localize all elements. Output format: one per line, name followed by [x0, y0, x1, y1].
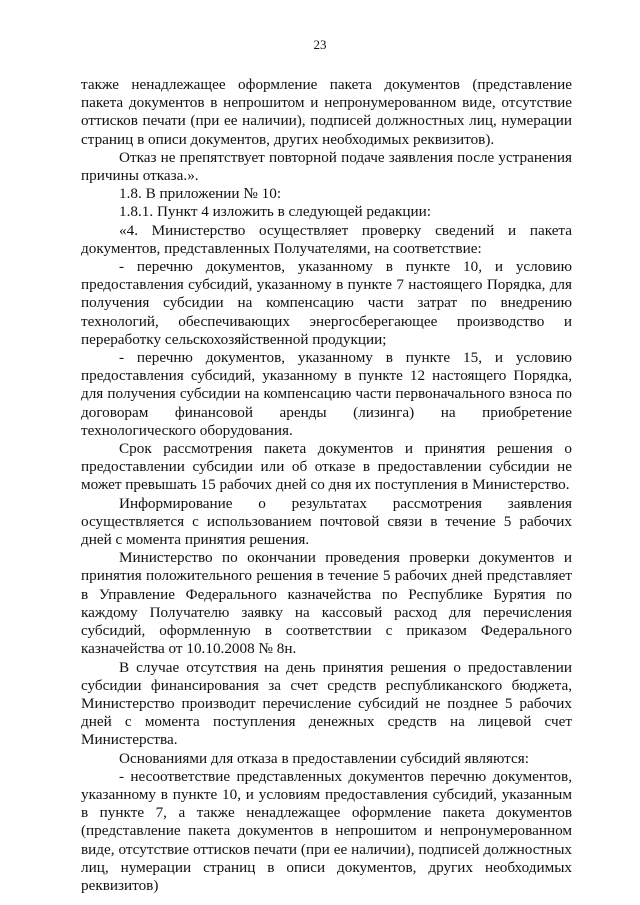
paragraph: Информирование о результатах рассмотрения заявления осуществляется с использованием почтовой связи в течение 5 рабочих дней с момента принятия решения. [81, 494, 572, 549]
paragraph: также ненадлежащее оформление пакета документов (представление пакета документов в непрошитом и непронумерованном виде, отсутствие оттисков печати (при ее наличии), подписей должностных лиц, нумерации страниц в описи документов, других необходимых реквизитов). [81, 76, 572, 148]
paragraph: «4. Министерство осуществляет проверку сведений и пакета документов, представленных Получателями, на соответствие: [81, 221, 572, 257]
list-item: - перечню документов, указанному в пункте 10, и условию предоставления субсидий, указанному в пункте 7 настоящего Порядка, для получения субсидии на компенсацию части затрат по внедрению технологий, обеспечивающих энергосберегающее производство и переработку сельскохозяйственной продукции; [81, 258, 572, 348]
paragraph: Срок рассмотрения пакета документов и принятия решения о предоставлении субсидии или об отказе в предоставлении субсидии не может превышать 15 рабочих дней со дня их поступления в Министерство. [81, 440, 572, 494]
list-item: - несоответствие представленных документов перечню документов, указанному в пункте 10, и условиям предоставления субсидий, указанным в пункте 7, а также ненадлежащее оформление пакета документов (представление пакета документов в непрошитом и непронумерованном виде, отсутствие оттисков печати (при ее наличии), подписей должностных лиц, нумерации страниц в описи документов, других необходимых реквизитов) [81, 767, 572, 894]
paragraph: Основаниями для отказа в предоставлении субсидий являются: [119, 749, 529, 767]
paragraph: 1.8. В приложении № 10: [119, 185, 282, 203]
paragraph: 1.8.1. Пункт 4 изложить в следующей редакции: [119, 203, 432, 221]
page-number: 23 [313, 37, 327, 52]
list-item: - перечню документов, указанному в пункте 15, и условию предоставления субсидий, указанному в пункте 12 настоящего Порядка, для получения субсидии на компенсацию части первоначального взноса по договорам финансовой аренды (лизинга) на приобретение технологического оборудования. [81, 349, 572, 439]
paragraph: Министерство по окончании проведения проверки документов и принятия положительного решения в течение 5 рабочих дней представляет в Управление Федерального казначейства по Республике Бурятия по каждому Получателю заявку на кассовый расход для перечисления субсидий, оформленную в соответствии с приказом Федерального казначейства от 10.10.2008 № 8н. [81, 549, 572, 658]
document-body [81, 76, 572, 895]
paragraph: Отказ не препятствует повторной подаче заявления после устранения причины отказа.». [81, 148, 572, 185]
paragraph: В случае отсутствия на день принятия решения о предоставлении субсидии финансирования за счет средств республиканского бюджета, Министерство производит перечисление субсидий не позднее 5 рабочих дней с момента поступления денежных средств на лицевой счет Министерства. [81, 658, 572, 749]
